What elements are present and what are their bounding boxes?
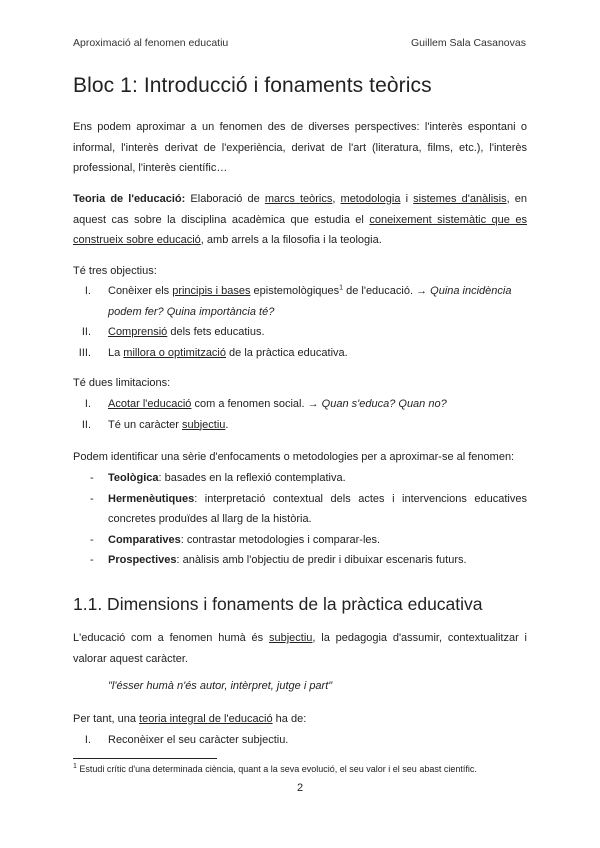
running-header-right: Guillem Sala Casanovas	[411, 37, 526, 49]
teoria-paragraph	[73, 189, 527, 251]
list-item	[73, 322, 527, 343]
list-number: I.	[84, 734, 91, 746]
item-text: com a fenomen social. →	[191, 398, 322, 410]
list-dash: -	[90, 554, 94, 566]
teoria-underline: coneixement sistemàtic que es construeix sobre educació	[73, 213, 527, 246]
item-text: Té un caràcter	[108, 418, 182, 431]
para-text: , la pedagogia d'assumir, contextualitzar i valorar aquest caràcter.	[73, 632, 527, 665]
para-text: Per tant, una	[73, 713, 140, 725]
item-text: : basades en la reflexió contemplativa.	[158, 472, 346, 484]
list-number: I.	[84, 398, 91, 410]
para-underline: subjectiu	[268, 632, 313, 644]
item-italic: Quina incidència podem fer? Quina importància té?	[108, 285, 512, 318]
list-item	[73, 281, 527, 322]
item-text: : anàlisis amb l'objectiu de predir i dibuixar escenaris futurs.	[176, 554, 467, 566]
list-item	[73, 730, 527, 751]
item-bold: Teològica	[108, 472, 159, 484]
item-bold: Comparatives	[108, 533, 181, 546]
enfocaments-list	[73, 468, 527, 571]
enfocaments-heading: Podem identificar una sèrie d'enfocaments o metodologies per a aproximar-se al fenomen:	[73, 451, 515, 463]
teoria-text: i	[400, 193, 414, 205]
teoria-text: ,	[332, 193, 341, 205]
item-text: Reconèixer el seu caràcter subjectiu.	[108, 734, 289, 746]
item-text: : interpretació contextual dels actes i intervencions educatives concretes produïdes al llarg de la història.	[108, 492, 527, 525]
list-item	[73, 468, 527, 489]
list-item	[73, 394, 527, 415]
list-item	[73, 415, 527, 436]
item-underline: subjectiu	[181, 418, 226, 431]
list-item	[73, 550, 527, 571]
para-text: ha de:	[272, 713, 307, 725]
list-number: II.	[81, 326, 91, 338]
teoria-text: , amb arrels a la filosofia i la teologia.	[200, 234, 382, 246]
list-dash: -	[90, 533, 94, 546]
objectius-list	[73, 281, 527, 363]
list-number: II.	[81, 418, 91, 431]
pertant-paragraph	[73, 709, 527, 730]
item-text: Conèixer els	[108, 285, 173, 297]
teoria-text: , en aquest cas sobre la disciplina acadèmica que estudia el	[73, 193, 527, 226]
item-text: de la pràctica educativa.	[226, 346, 348, 359]
list-number: I.	[84, 285, 91, 297]
teoria-label: Teoria de l'educació:	[73, 193, 186, 205]
list-number: III.	[78, 346, 91, 359]
footnote-rule	[73, 758, 217, 759]
list-item	[73, 343, 527, 364]
item-text: dels fets educatius.	[167, 326, 265, 338]
teoria-text: Elaboració de	[185, 193, 265, 205]
item-text: de l'educació. →	[343, 285, 431, 297]
para-underline: teoria integral de l'educació	[139, 713, 273, 725]
list-item	[73, 530, 527, 551]
section-heading: 1.1. Dimensions i fonaments de la pràctica educativa	[73, 594, 483, 614]
pertant-list	[73, 730, 527, 751]
page-number: 2	[296, 782, 304, 794]
teoria-underline: metodologia	[340, 193, 401, 205]
teoria-underline: marcs teòrics	[264, 193, 333, 205]
item-underline: Comprensió	[108, 326, 168, 338]
intro-paragraph: Ens podem aproximar a un fenomen des de diverses perspectives: l'interès espontani o informal, l'interès derivat de l'experiència, derivat de l'art (literatura, films, etc.), l'interès professional, l'interès científic…	[73, 121, 527, 174]
footnote-ref: 1	[339, 284, 344, 292]
item-text: epistemològiques	[250, 285, 340, 297]
dimensions-paragraph	[73, 628, 527, 669]
item-bold: Prospectives	[108, 554, 177, 566]
list-dash: -	[90, 492, 94, 505]
limitacions-list	[73, 394, 527, 435]
item-underline: Acotar l'educació	[108, 398, 192, 410]
objectius-heading: Té tres objectius:	[73, 265, 157, 277]
footnote-mark: 1	[73, 763, 77, 770]
item-bold: Hermenèutiques	[108, 492, 195, 505]
para-text: L'educació com a fenomen humà és	[73, 632, 269, 644]
item-text: La	[108, 346, 124, 359]
item-italic: Quan s'educa? Quan no?	[321, 398, 447, 410]
footnote-text: Estudi crític d'una determinada ciència, quant a la seva evolució, el seu valor i el seu abast científic.	[76, 764, 477, 774]
limitacions-heading: Té dues limitacions:	[73, 377, 171, 389]
item-text: .	[225, 418, 229, 431]
page-title: Bloc 1: Introducció i fonaments teòrics	[73, 74, 432, 97]
item-underline: millora o optimització	[123, 346, 226, 359]
list-item	[73, 489, 527, 530]
list-dash: -	[90, 472, 94, 484]
quote: "l'ésser humà n'és autor, intèrpret, jutge i part"	[108, 680, 333, 692]
item-underline: principis i bases	[172, 285, 251, 297]
footnote	[73, 764, 477, 774]
item-text: : contrastar metodologies i comparar-les.	[180, 533, 381, 546]
running-header-left: Aproximació al fenomen educatiu	[73, 37, 229, 49]
teoria-underline: sistemes d'anàlisis	[413, 193, 507, 205]
